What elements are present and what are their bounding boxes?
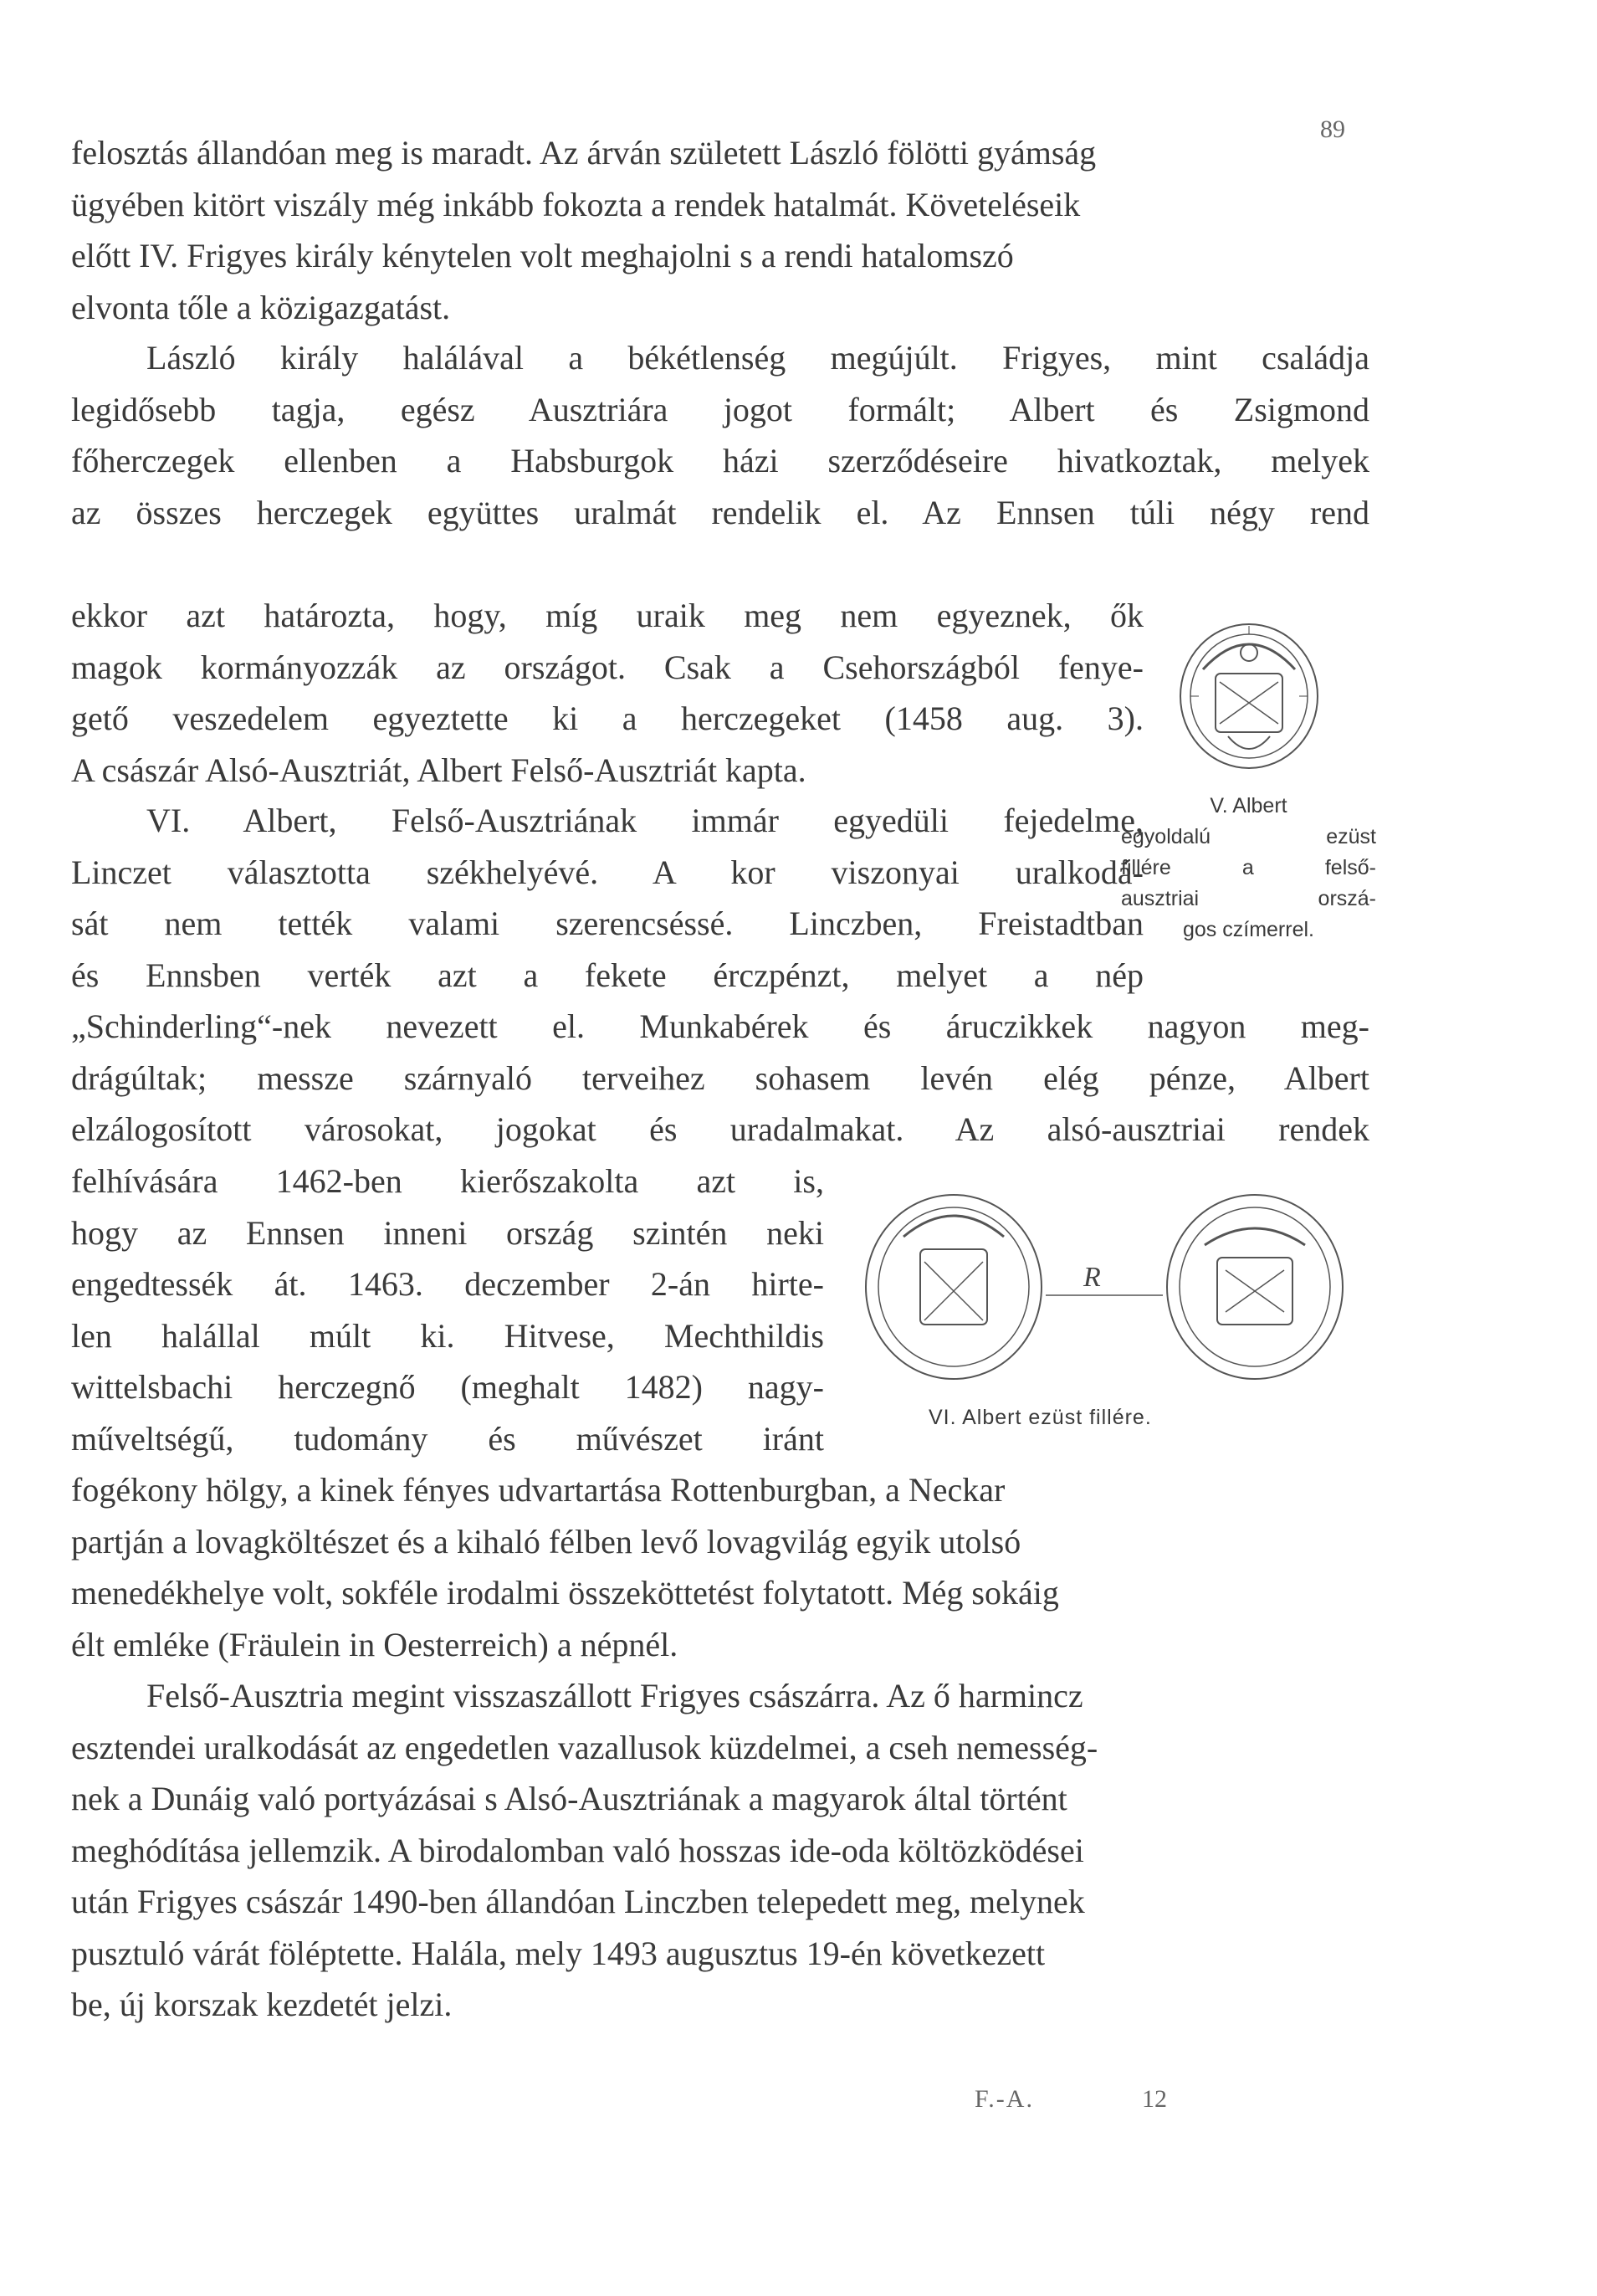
text-line: elzálogosított városokat, jogokat és uradalmakat. Az alsó-ausztriai rendek [71, 1110, 1369, 1148]
text-line: főherczegek ellenben a Habsburgok házi szerződéseire hivatkoztak, melyek [71, 442, 1369, 479]
paragraph-2 [71, 332, 1369, 538]
caption-line: V. Albert [1210, 794, 1287, 817]
paragraph-3-wide-2 [71, 1104, 1369, 1156]
caption-line: egyoldalú ezüst [1121, 825, 1376, 848]
text-line: Linczet választotta székhelyévé. A kor viszonyai uralkodá- [71, 853, 1144, 891]
paragraph-3-wide [71, 1001, 1369, 1104]
text-line: fogékony hölgy, a kinek fényes udvartartása Rottenburgban, a Neckar [71, 1471, 1006, 1509]
text-line: műveltségű, tudomány és művészet iránt [71, 1419, 824, 1458]
paragraph-3 [71, 795, 1144, 1001]
paragraph-1 [71, 127, 1369, 333]
caption-line: gos czímerrel. [1183, 918, 1314, 941]
page-number: 89 [1320, 115, 1345, 143]
text-line: meghódítása jellemzik. A birodalomban való hosszas ide-oda költözködései [71, 1831, 1084, 1869]
text-line: felhívására 1462-ben kierőszakolta azt is, [71, 1162, 824, 1200]
text-line: esztendei uralkodását az engedetlen vazallusok küzdelmei, a cseh nemesség- [71, 1728, 1098, 1766]
paragraph-2-continued [71, 590, 1144, 796]
text-line: drágúltak; messze szárnyaló terveihez sohasem levén elég pénze, Albert [71, 1058, 1369, 1097]
text-line: és Ennsben verték azt a fekete érczpénzt, melyet a nép [71, 956, 1144, 994]
text-line: felosztás állandóan meg is maradt. Az árván született László fölötti gyámság [71, 134, 1097, 172]
text-line: az összes herczegek együttes uralmát rendelik el. Az Ennsen túli négy rend [71, 493, 1369, 531]
text-line: magok kormányozzák az országot. Csak a Csehországból fenye- [71, 648, 1144, 686]
figure-caption-vi-albert: VI. Albert ezüst fillére. [929, 1406, 1152, 1429]
text-line: partján a lovagköltészet és a kihaló félben levő lovagvilág egyik utolsó [71, 1522, 1021, 1561]
paragraph-4 [71, 1670, 1369, 2031]
text-line: wittelsbachi herczegnő (meghalt 1482) nagy- [71, 1368, 824, 1406]
coin-illustration-vi-albert [853, 1186, 1355, 1387]
text-line: élt emléke (Fräulein in Oesterreich) a népnél. [71, 1625, 678, 1663]
text-line: Felső-Ausztria megint visszaszállott Frigyes császárra. Az ő harmincz [146, 1677, 1083, 1714]
text-line: elvonta tőle a közigazgatást. [71, 288, 451, 326]
text-line: VI. Albert, Felső-Ausztriának immár egyedüli fejedelme, [146, 802, 1144, 839]
text-line: engedtessék át. 1463. deczember 2-án hirte- [71, 1265, 824, 1303]
text-line: „Schinderling“-nek nevezett el. Munkabérek és áruczikkek nagyon meg- [71, 1007, 1369, 1045]
text-line: után Frigyes császár 1490-ben állandóan Linczben telepedett meg, melynek [71, 1883, 1085, 1920]
caption-line: ausztriai orszá- [1121, 887, 1376, 910]
caption-line: fillére a felső- [1121, 856, 1376, 879]
text-line: legidősebb tagja, egész Ausztriára jogot formált; Albert és Zsigmond [71, 390, 1369, 428]
text-line: len halállal múlt ki. Hitvese, Mechthildis [71, 1316, 824, 1355]
figure-caption-v-albert [1121, 791, 1376, 946]
sheet-signature: F.-A. [975, 2085, 1034, 2113]
text-line: gető veszedelem egyeztette ki a herczegeket (1458 aug. 3). [71, 700, 1144, 737]
text-line: be, új korszak kezdetét jelzi. [71, 1986, 453, 2023]
text-line: előtt IV. Frigyes király kénytelen volt meghajolni s a rendi hatalomszó [71, 237, 1014, 274]
sheet-number: 12 [1142, 2085, 1167, 2113]
coin-mark-label: R [1083, 1262, 1101, 1293]
text-line: ekkor azt határozta, hogy, míg uraik meg nem egyeznek, ők [71, 597, 1144, 634]
paragraph-3-narrow [71, 1156, 824, 1464]
text-line: ügyében kitört viszály még inkább fokozta a rendek hatalmát. Követeléseik [71, 185, 1081, 223]
text-line: sát nem tették valami szerencséssé. Linczben, Freistadtban [71, 905, 1144, 942]
paragraph-3-end [71, 1464, 1369, 1670]
text-line: nek a Dunáig való portyázásai s Alsó-Ausztriának a magyarok által történt [71, 1780, 1067, 1817]
text-line: László király halálával a békétlenség megújúlt. Frigyes, mint családja [146, 339, 1369, 377]
coin-illustration-v-albert [1170, 602, 1328, 787]
text-line: A császár Alsó-Ausztriát, Albert Felső-Ausztriát kapta. [71, 751, 806, 789]
text-line: hogy az Ennsen inneni ország szintén neki [71, 1213, 824, 1252]
text-line: pusztuló várát föléptette. Halála, mely 1493 augusztus 19-én következett [71, 1934, 1046, 1972]
text-line: menedékhelye volt, sokféle irodalmi összeköttetést folytatott. Még sokáig [71, 1574, 1059, 1612]
